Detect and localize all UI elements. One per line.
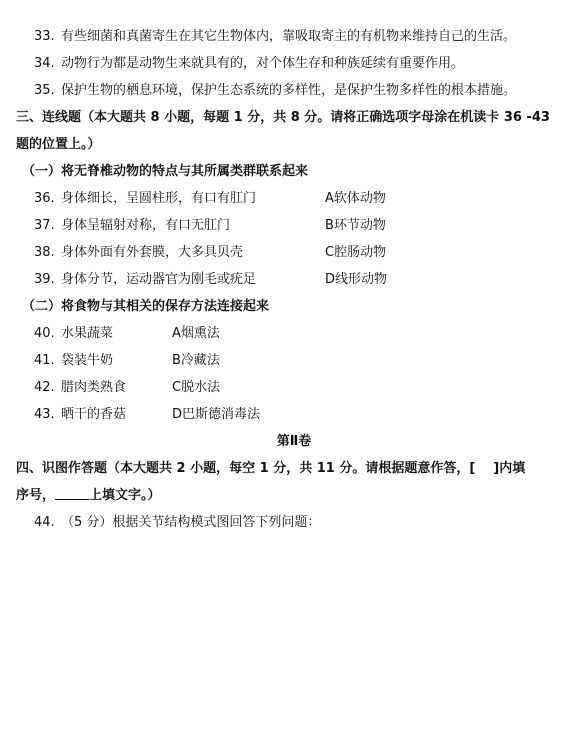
section4-heading-text: 四、识图作答题（本大题共 2 小题，每空 1 分，共 11 分。请根据题意作答，[ [16, 461, 476, 476]
item-text: 身体呈辐射对称，有口无肛门 [61, 218, 231, 233]
item-text: 身体细长，呈圆柱形，有口有肛门 [61, 191, 257, 206]
item-number: 38. [34, 245, 55, 260]
statement-34 [34, 55, 464, 73]
section4-heading-text-end: ]内填 [493, 461, 526, 476]
section4-heading-text-end: 上填文字。） [89, 488, 161, 503]
section4-heading-cont [16, 487, 161, 505]
item-text: 腊肉类熟食 [61, 380, 127, 395]
volume-title: 第Ⅱ卷 [276, 434, 312, 449]
match-option-c: C腔肠动物 [325, 245, 387, 260]
food-option-b: B冷藏法 [172, 353, 220, 368]
item-number: 37. [34, 218, 55, 233]
item-text: 袋装牛奶 [61, 353, 114, 368]
statement-text: 动物行为都是动物生来就具有的，对个体生存和种族延续有重要作用。 [61, 56, 465, 71]
food-option-c: C脱水法 [172, 380, 221, 395]
item-number: 41. [34, 353, 55, 368]
section3-heading: 三、连线题（本大题共 8 小题，每题 1 分，共 8 分。请将正确选项字母涂在机读卡 36 -43 [16, 110, 550, 125]
statement-33 [34, 28, 516, 46]
statement-number: 35. [34, 83, 55, 98]
match-item-41 [34, 352, 113, 370]
item-number: 40. [34, 326, 55, 341]
item-number: 42. [34, 380, 55, 395]
item-text: 晒干的香菇 [61, 407, 127, 422]
food-option-a: A烟熏法 [172, 326, 220, 341]
question-44 [34, 514, 320, 532]
item-number: 43. [34, 407, 55, 422]
statement-number: 34. [34, 56, 55, 71]
underline-blank [55, 487, 89, 500]
match-option-b: B环节动物 [325, 218, 386, 233]
match-item-42 [34, 379, 126, 397]
item-number: 36. [34, 191, 55, 206]
match-item-43 [34, 406, 126, 424]
item-text: 身体外面有外套膜，大多具贝壳 [61, 245, 244, 260]
section3-heading-cont: 题的位置上。） [16, 137, 101, 152]
question-number: 44. [34, 515, 55, 530]
food-option-d: D巴斯德消毒法 [172, 407, 261, 422]
statement-text: 有些细菌和真菌寄生在其它生物体内，靠吸取寄主的有机物来维持自己的生活。 [61, 29, 517, 44]
statement-text: 保护生物的栖息环境，保护生态系统的多样性，是保护生物多样性的根本措施。 [61, 83, 517, 98]
item-number: 39. [34, 272, 55, 287]
match-option-a: A软体动物 [325, 191, 386, 206]
item-text: 水果蔬菜 [61, 326, 114, 341]
question-text: （5 分）根据关节结构模式图回答下列问题： [61, 515, 321, 530]
match-item-40 [34, 325, 113, 343]
group2-title: （二）将食物与其相关的保存方法连接起来 [22, 299, 270, 314]
item-text: 身体分节，运动器官为刚毛或疣足 [61, 272, 257, 287]
section4-heading [16, 460, 525, 478]
match-item-39 [34, 271, 256, 289]
section4-heading-text: 序号， [16, 488, 56, 503]
statement-number: 33. [34, 29, 55, 44]
match-item-38 [34, 244, 243, 262]
statement-35 [34, 82, 516, 100]
match-option-d: D线形动物 [325, 272, 388, 287]
match-item-36 [34, 190, 256, 208]
match-item-37 [34, 217, 230, 235]
group1-title: （一）将无脊椎动物的特点与其所属类群联系起来 [22, 164, 309, 179]
